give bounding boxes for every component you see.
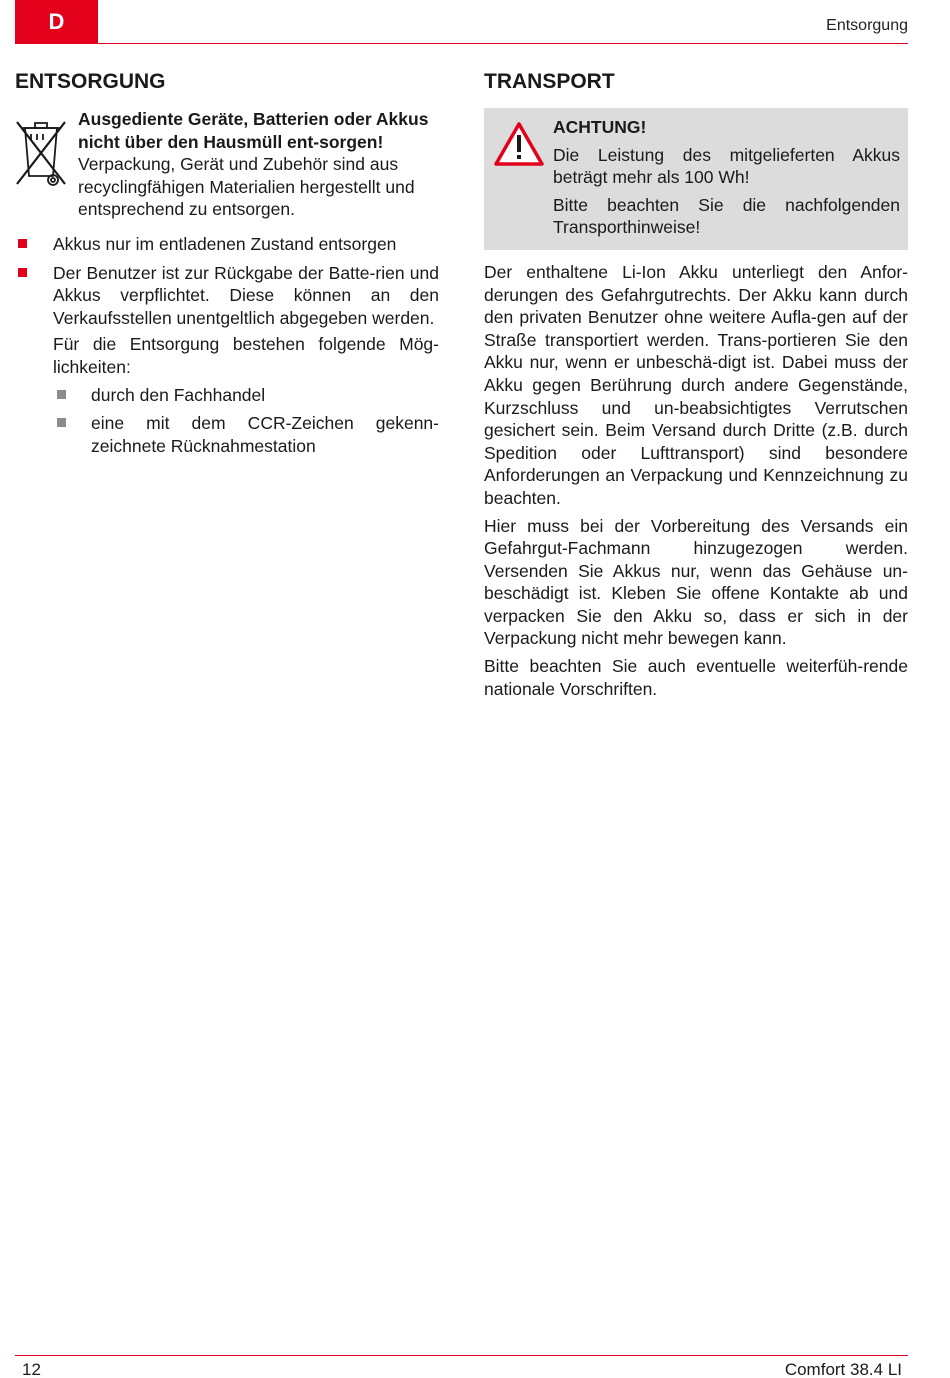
transport-heading: TRANSPORT [484,70,615,93]
disposal-warning-text: Ausgediente Geräte, Batterien oder Akkus nicht über den Hausmüll ent-sorgen! [78,109,429,152]
footer-divider [15,1355,908,1356]
disposal-info-text: Verpackung, Gerät und Zubehör sind aus recyclingfähigen Materialien hergestellt und entsprechend zu entsorgen. [78,154,415,220]
warning-triangle-icon [493,121,545,167]
list-item [15,233,439,256]
warning-title: ACHTUNG! [553,117,647,137]
options-intro: Für die Entsorgung bestehen folgende Mög-lichkeiten: [53,334,439,377]
language-tab: D [15,0,98,43]
warning-box [484,108,908,250]
running-header-title: Entsorgung [826,17,908,34]
page-number: 12 [22,1360,41,1378]
transport-paragraph: Bitte beachten Sie auch eventuelle weiterfüh-rende nationale Vorschriften. [484,656,908,699]
disposal-notice [15,108,439,221]
sub-list-item: durch den Fachhandel [53,384,439,407]
sub-list-item: eine mit dem CCR-Zeichen gekenn-zeichnete Rücknahmestation [53,412,439,457]
right-column [484,68,908,700]
warning-text: Bitte beachten Sie die nachfolgenden Transporthinweise! [553,194,900,238]
disposal-heading: ENTSORGUNG [15,70,166,93]
list-item-text: Akkus nur im entladenen Zustand entsorgen [53,233,397,254]
warning-text: Die Leistung des mitgelieferten Akkus beträgt mehr als 100 Wh! [553,144,900,188]
transport-paragraph: Der enthaltene Li-Ion Akku unterliegt den Anfor-derungen des Gefahrgutrechts. Der Akku kann durch den privaten Benutzer ohne weitere Aufla-gen auf der Straße transportiert werden. Trans-portieren Sie den Akku nur, wenn er unbeschä-digt ist. Dabei muss der Akku gegen Berührung durch andere Gegenstände, Kurzschluss und un-beabsichtigtes Verrutschen gesichert sein. Beim Versand durch Dritte (z.B. durch Spedition oder Lufttransport) sind besondere Anforderungen an Verpackung und Kennzeichnung zu beachten. [484,261,908,508]
product-model: Comfort 38.4 LI [784,1360,902,1378]
left-column [15,68,439,463]
crossed-out-wheelie-bin-icon [15,114,67,190]
list-item [15,262,439,458]
disposal-rules-list [15,233,439,457]
list-item-text: Der Benutzer ist zur Rückgabe der Batte-rien und Akkus verpflichtet. Diese können an den Verkaufsstellen unentgeltlich abgegeben werden. [53,262,439,328]
disposal-options-list [53,384,439,458]
header-divider [15,43,908,44]
transport-paragraph: Hier muss bei der Vorbereitung des Versands ein Gefahrgut-Fachmann hinzugezogen werden. Versenden Sie Akkus nur, wenn das Gehäuse un-beschädigt ist. Kleben Sie offene Kontakte ab und verpacken Sie den Akku so, dass er sich in der Verpackung nicht mehr bewegen kann. [484,515,908,649]
